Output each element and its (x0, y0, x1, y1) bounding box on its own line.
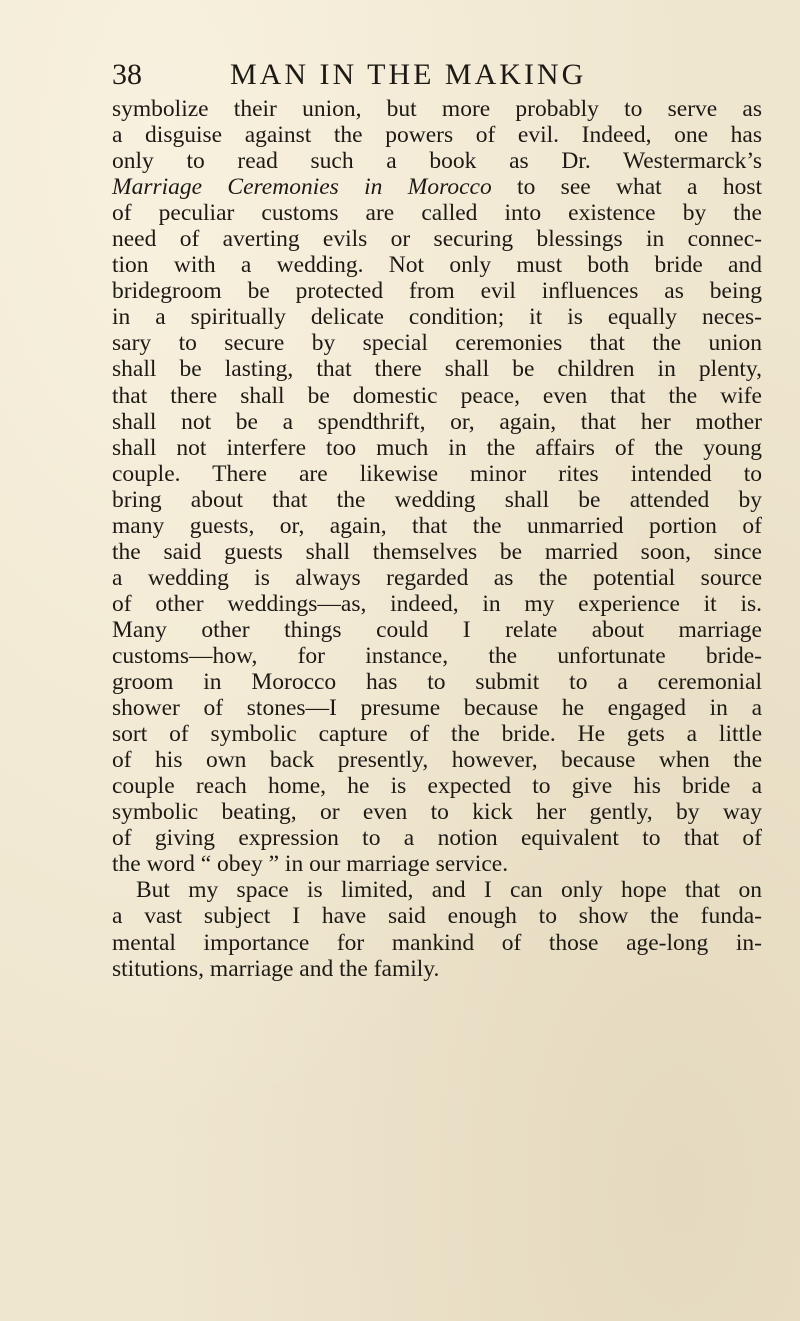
text-line: of giving expression to a notion equivalent to that of (112, 825, 762, 852)
text-line: mental importance for mankind of those age-long in- (112, 929, 762, 956)
body-text (112, 96, 762, 982)
text-line: that there shall be domestic peace, even that the wife (112, 382, 762, 409)
text-line: symbolic beating, or even to kick her gently, by way (112, 799, 762, 826)
text-line: shall not interfere too much in the affairs of the young (112, 434, 762, 461)
text-line: shall be lasting, that there shall be children in plenty, (112, 356, 762, 383)
text-line: the word “ obey ” in our marriage service. (112, 851, 509, 878)
text-line: couple reach home, he is expected to give his bride a (112, 773, 762, 800)
text-line: bring about that the wedding shall be attended by (112, 486, 762, 513)
text-line: need of averting evils or securing blessings in connec- (112, 226, 762, 253)
text-line: many guests, or, again, that the unmarried portion of (112, 512, 762, 539)
book-title: Marriage Ceremonies in Morocco (112, 174, 492, 201)
text-line: sort of symbolic capture of the bride. He gets a little (112, 721, 762, 748)
text-line: stitutions, marriage and the family. (112, 955, 440, 982)
text-line: groom in Morocco has to submit to a ceremonial (112, 669, 762, 696)
text-line: symbolize their union, but more probably to serve as (112, 96, 762, 122)
text-line: bridegroom be protected from evil influences as being (112, 278, 762, 305)
page-number: 38 (112, 58, 142, 91)
text-line: Many other things could I relate about marriage (112, 616, 762, 643)
text-line: But my space is limited, and I can only hope that on (136, 877, 762, 904)
text-line: tion with a wedding. Not only must both bride and (112, 252, 762, 279)
text-line: shower of stones—I presume because he engaged in a (112, 695, 762, 722)
text-line: a vast subject I have said enough to show the funda- (112, 903, 762, 930)
text-line: shall not be a spendthrift, or, again, that her mother (112, 408, 762, 435)
text-line: only to read such a book as Dr. Westermarck’s (112, 148, 762, 175)
text-line: of other weddings—as, indeed, in my experience it is. (112, 590, 762, 617)
text-line: of his own back presently, however, because when the (112, 747, 762, 774)
running-title: MAN IN THE MAKING (230, 58, 587, 91)
text-line (112, 174, 762, 200)
text-line-rest: to see what a host (491, 174, 762, 201)
text-line: a wedding is always regarded as the potential source (112, 564, 762, 591)
text-line: customs—how, for instance, the unfortunate bride- (112, 642, 762, 669)
text-line: couple. There are likewise minor rites intended to (112, 460, 762, 487)
page-header (112, 58, 702, 98)
text-line: in a spiritually delicate condition; it is equally neces- (112, 304, 762, 331)
text-line: a disguise against the powers of evil. Indeed, one has (112, 122, 762, 149)
text-line: of peculiar customs are called into existence by the (112, 200, 762, 227)
text-line: the said guests shall themselves be married soon, since (112, 538, 762, 565)
text-line: sary to secure by special ceremonies that the union (112, 330, 762, 357)
